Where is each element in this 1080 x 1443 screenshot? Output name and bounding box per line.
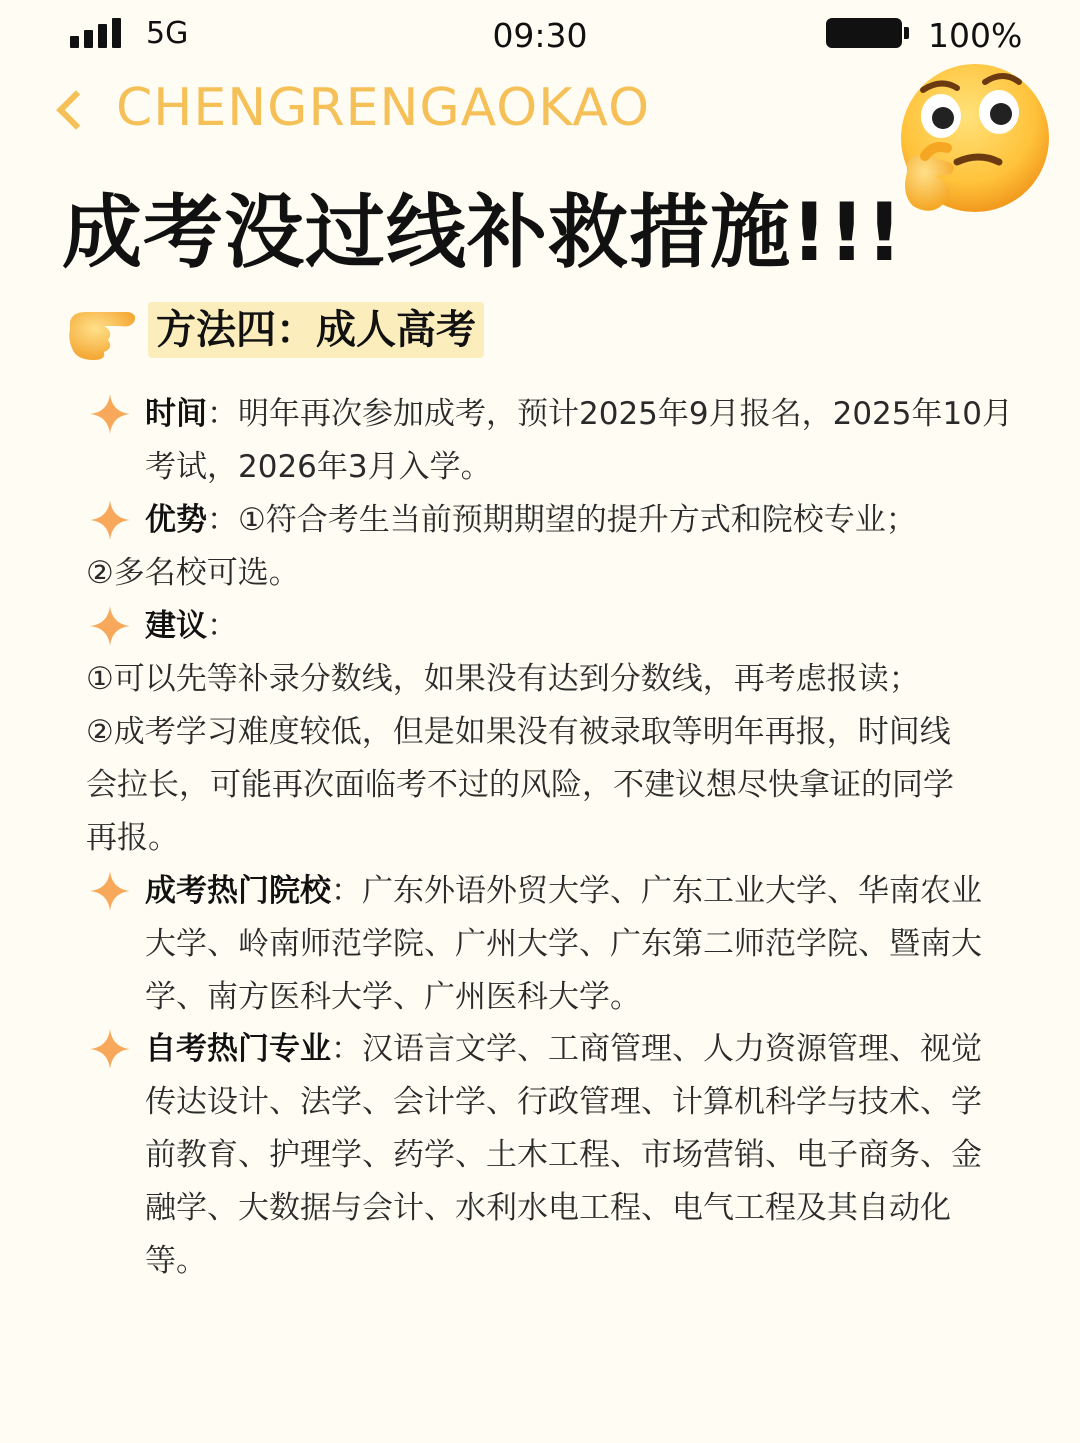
pointing-hand-icon	[64, 298, 138, 364]
page-title: 成考没过线补救措施!!!	[62, 186, 904, 279]
status-time: 09:30	[492, 16, 588, 55]
list-item-line: 等。	[145, 1243, 207, 1279]
battery-icon	[826, 18, 906, 50]
thinking-face-icon	[895, 60, 1051, 220]
chevron-left-icon	[56, 90, 96, 130]
list-item-line: 会拉长，可能再次面临考不过的风险，不建议想尽快拿证的同学	[86, 767, 954, 803]
list-item-line: 再报。	[86, 820, 179, 856]
list-item-line: 大学、岭南师范学院、广州大学、广东第二师范学院、暨南大	[145, 926, 982, 962]
list-item-line: 传达设计、法学、会计学、行政管理、计算机科学与技术、学	[145, 1084, 982, 1120]
list-item: 自考热门专业：汉语言文学、工商管理、人力资源管理、视觉	[145, 1031, 982, 1067]
back-label: CHENGRENGAOKAO	[116, 78, 650, 138]
item-key: 自考热门专业	[145, 1031, 331, 1067]
item-key: 时间	[145, 396, 207, 432]
list-item-line: ①可以先等补录分数线，如果没有达到分数线，再考虑报读；	[86, 661, 920, 697]
list-item: 优势：①符合考生当前预期期望的提升方式和院校专业；	[145, 502, 917, 538]
list-item-line: 考试，2026年3月入学。	[145, 449, 492, 485]
list-item-line: ②成考学习难度较低，但是如果没有被录取等明年再报，时间线	[86, 714, 951, 750]
network-type: 5G	[146, 16, 189, 51]
list-item-line: 融学、大数据与会计、水利水电工程、电气工程及其自动化	[145, 1190, 951, 1226]
item-key: 成考热门院校	[145, 873, 331, 909]
list-item: 建议：	[145, 608, 238, 644]
list-item-line: ②多名校可选。	[86, 555, 300, 591]
item-key: 优势	[145, 502, 207, 538]
sparkle-icon	[90, 606, 130, 646]
sparkle-icon	[90, 394, 130, 434]
sparkle-icon	[90, 1029, 130, 1069]
list-item: 成考热门院校：广东外语外贸大学、广东工业大学、华南农业	[145, 873, 982, 909]
method-label: 方法四：成人高考	[148, 302, 484, 358]
list-item: 时间：明年再次参加成考，预计2025年9月报名，2025年10月	[145, 396, 1013, 432]
list-item-line: 前教育、护理学、药学、土木工程、市场营销、电子商务、金	[145, 1137, 982, 1173]
list-item-line: 学、南方医科大学、广州医科大学。	[145, 979, 641, 1015]
sparkle-icon	[90, 871, 130, 911]
item-key: 建议	[145, 608, 207, 644]
battery-percentage: 100%	[928, 16, 1023, 55]
sparkle-icon	[90, 500, 130, 540]
